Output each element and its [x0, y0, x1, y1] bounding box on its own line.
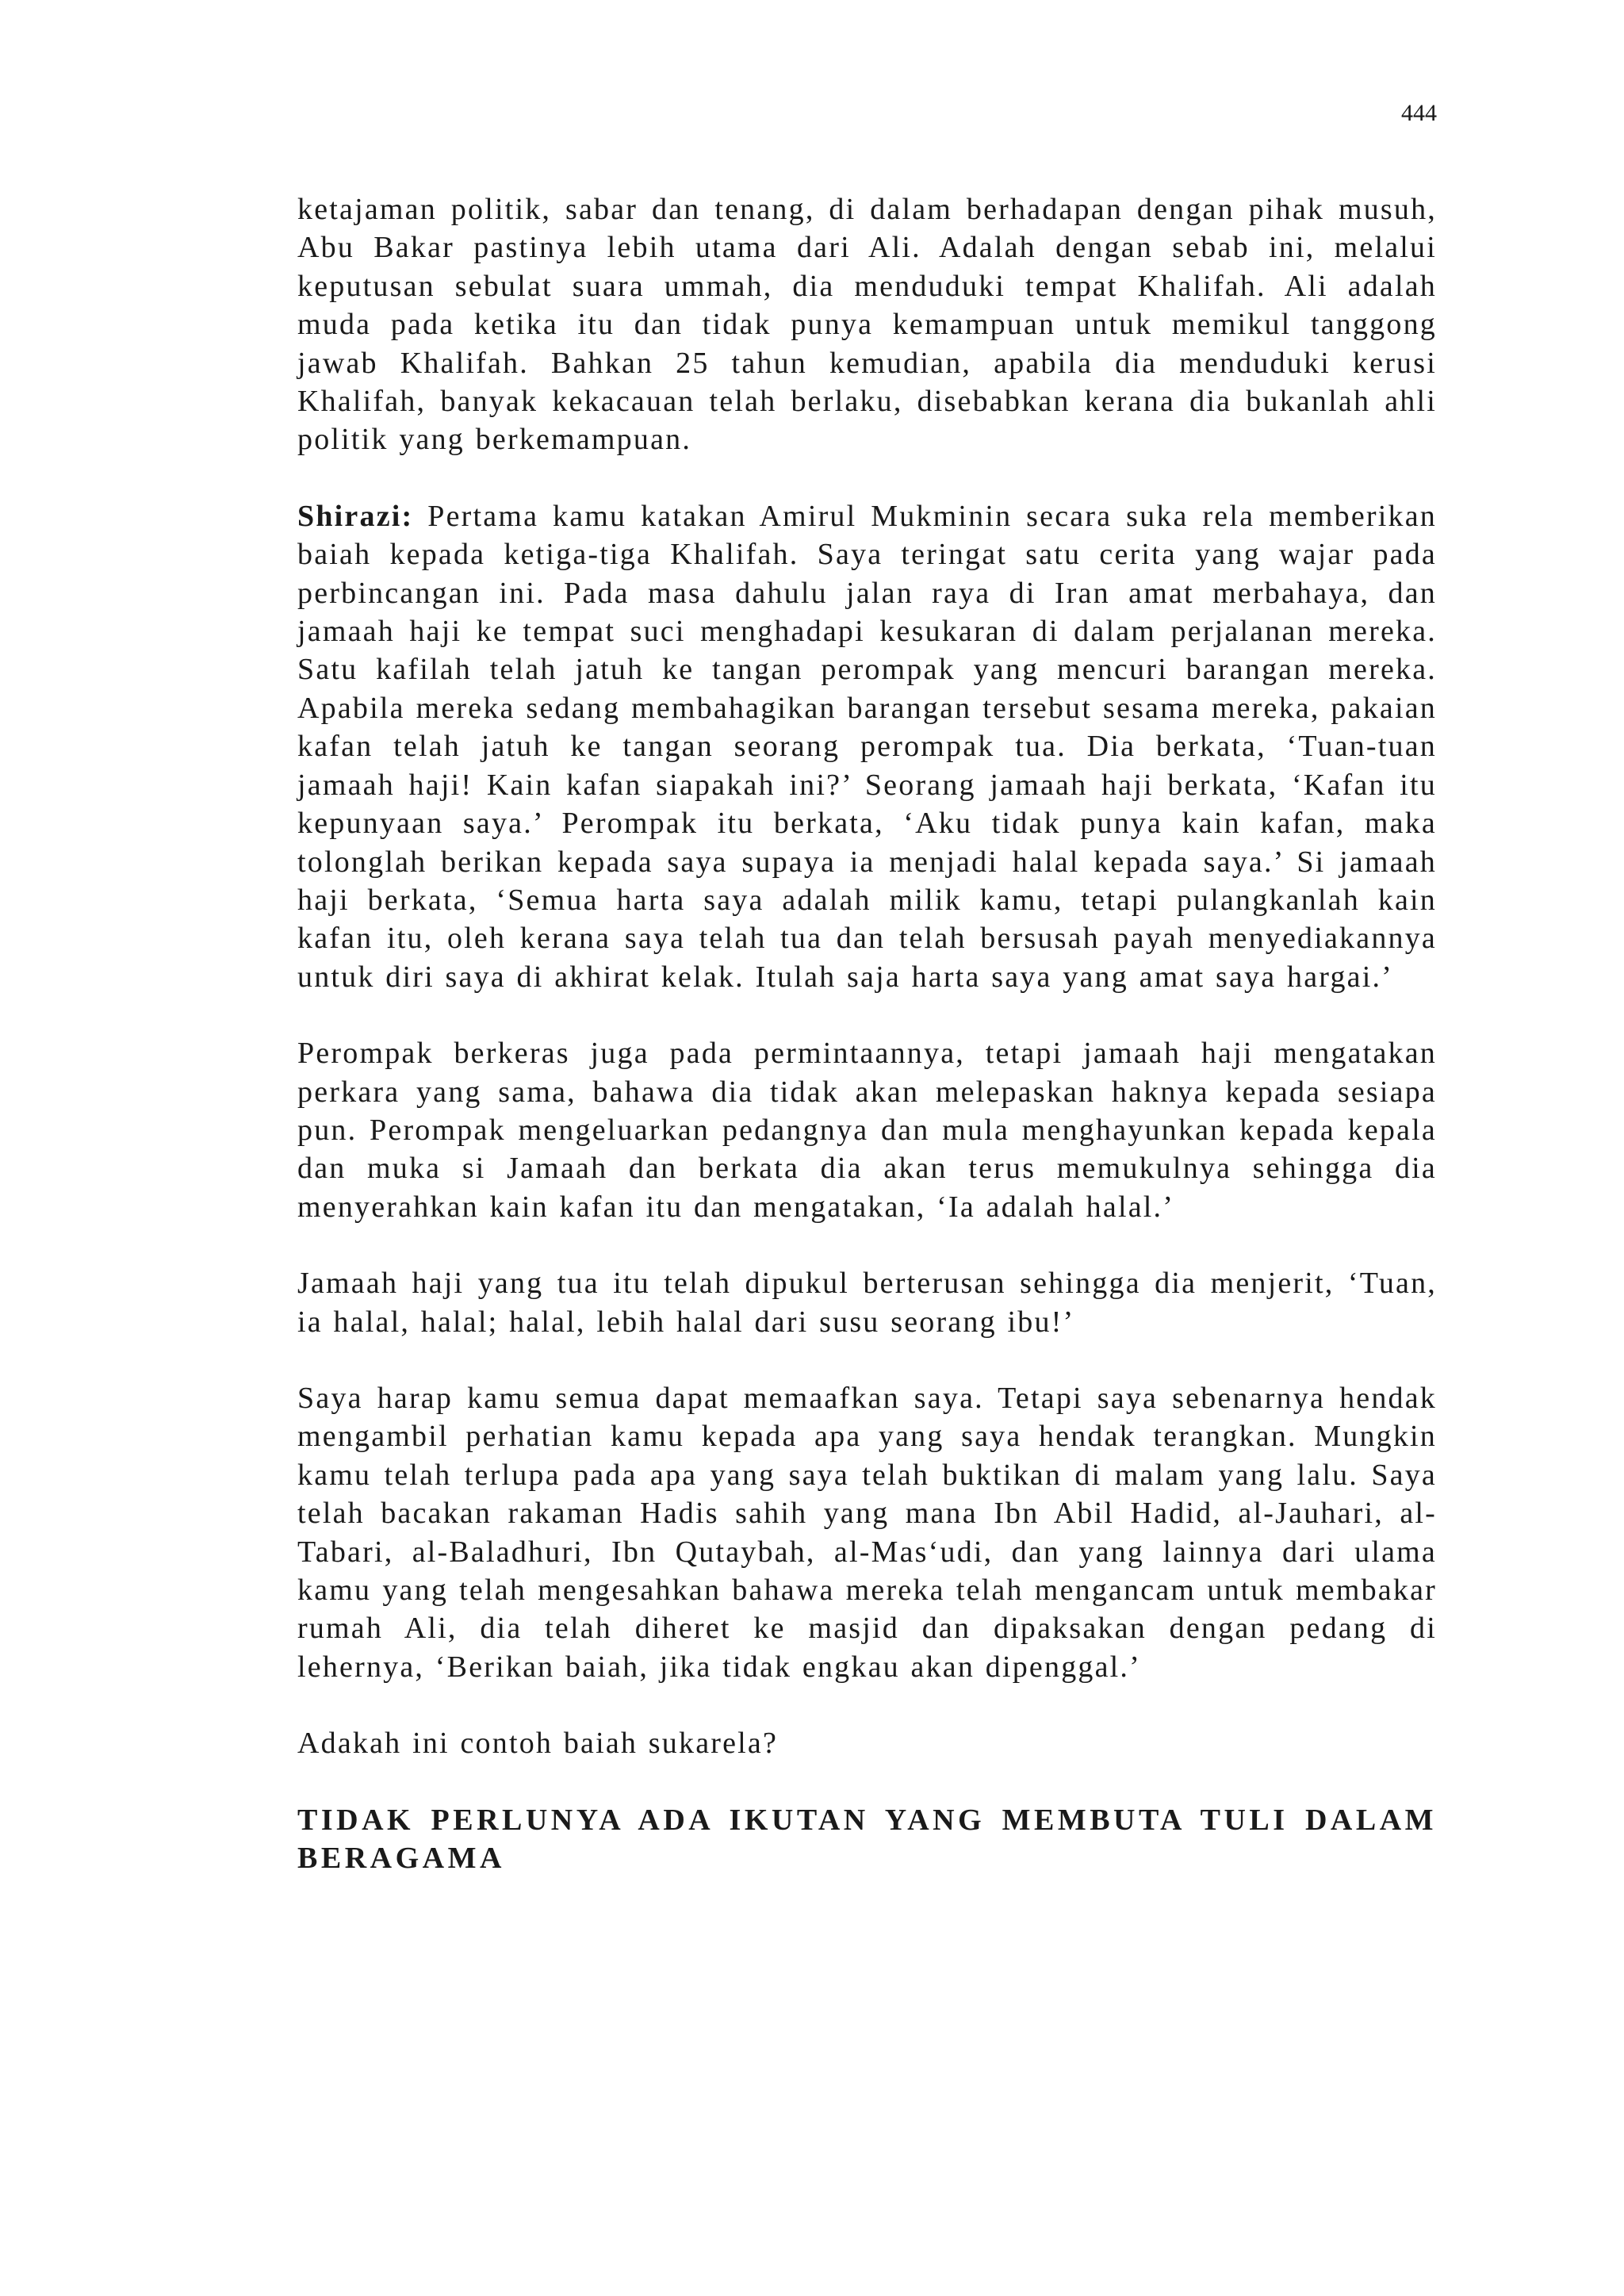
paragraph-4: Jamaah haji yang tua itu telah dipukul berterusan sehingga dia menjerit, ‘Tuan, ia halal, halal; halal, lebih halal dari susu seorang ibu!’	[297, 1267, 1437, 1339]
page-body	[297, 190, 1437, 1877]
page-number: 444	[1401, 100, 1437, 126]
paragraph-6: Adakah ini contoh baiah sukarela?	[297, 1727, 779, 1761]
paragraph-5: Saya harap kamu semua dapat memaafkan saya. Tetapi saya sebenarnya hendak mengambil perhatian kamu kepada apa yang saya hendak terangkan. Mungkin kamu telah terlupa pada apa yang saya telah buktikan di malam yang lalu. Saya telah bacakan rakaman Hadis sahih yang mana Ibn Abil Hadid, al-Jauhari, al-Tabari, al-Baladhuri, Ibn Qutaybah, al-Mas‘udi, dan yang lainnya dari ulama kamu yang telah mengesahkan bahawa mereka telah mengancam untuk membakar rumah Ali, dia telah diheret ke masjid dan dipaksakan dengan pedang di lehernya, ‘Berikan baiah, jika tidak engkau akan dipenggal.’	[297, 1381, 1437, 1684]
section-heading: TIDAK PERLUNYA ADA IKUTAN YANG MEMBUTA TULI DALAM BERAGAMA	[297, 1803, 1437, 1876]
paragraph-3: Perompak berkeras juga pada permintaannya, tetapi jamaah haji mengatakan perkara yang sama, bahawa dia tidak akan melepaskan haknya kepada sesiapa pun. Perompak mengeluarkan pedangnya dan mula menghayunkan kepada kepala dan muka si Jamaah dan berkata dia akan terus memukulnya sehingga dia menyerahkan kain kafan itu dan mengatakan, ‘Ia adalah halal.’	[297, 1037, 1437, 1224]
paragraph-1: ketajaman politik, sabar dan tenang, di dalam berhadapan dengan pihak musuh, Abu Bakar pastinya lebih utama dari Ali. Adalah dengan sebab ini, melalui keputusan sebulat suara ummah, dia menduduki tempat Khalifah. Ali adalah muda pada ketika itu dan tidak punya kemampuan untuk memikul tanggong jawab Khalifah. Bahkan 25 tahun kemudian, apabila dia menduduki kerusi Khalifah, banyak kekacauan telah berlaku, disebabkan kerana dia bukanlah ahli politik yang berkemampuan.	[297, 193, 1437, 457]
speaker-name: Shirazi:	[297, 499, 414, 533]
paragraph-2-text: Pertama kamu katakan Amirul Mukminin secara suka rela memberikan baiah kepada ketiga-tiga Khalifah. Saya teringat satu cerita yang wajar pada perbincangan ini. Pada masa dahulu jalan raya di Iran amat merbahaya, dan jamaah haji ke tempat suci menghadapi kesukaran di dalam perjalanan mereka. Satu kafilah telah jatuh ke tangan perompak yang mencuri barangan mereka. Apabila mereka sedang membahagikan barangan tersebut sesama mereka, pakaian kafan telah jatuh ke tangan seorang perompak tua. Dia berkata, ‘Tuan-tuan jamaah haji! Kain kafan siapakah ini?’ Seorang jamaah haji berkata, ‘Kafan itu kepunyaan saya.’ Perompak itu berkata, ‘Aku tidak punya kain kafan, maka tolonglah berikan kepada saya supaya ia menjadi halal kepada saya.’ Si jamaah haji berkata, ‘Semua harta saya adalah milik kamu, tetapi pulangkanlah kain kafan itu, oleh kerana saya telah tua dan telah bersusah payah menyediakannya untuk diri saya di akhirat kelak. Itulah saja harta saya yang amat saya hargai.’	[297, 499, 1437, 994]
paragraph-2	[297, 497, 1437, 996]
